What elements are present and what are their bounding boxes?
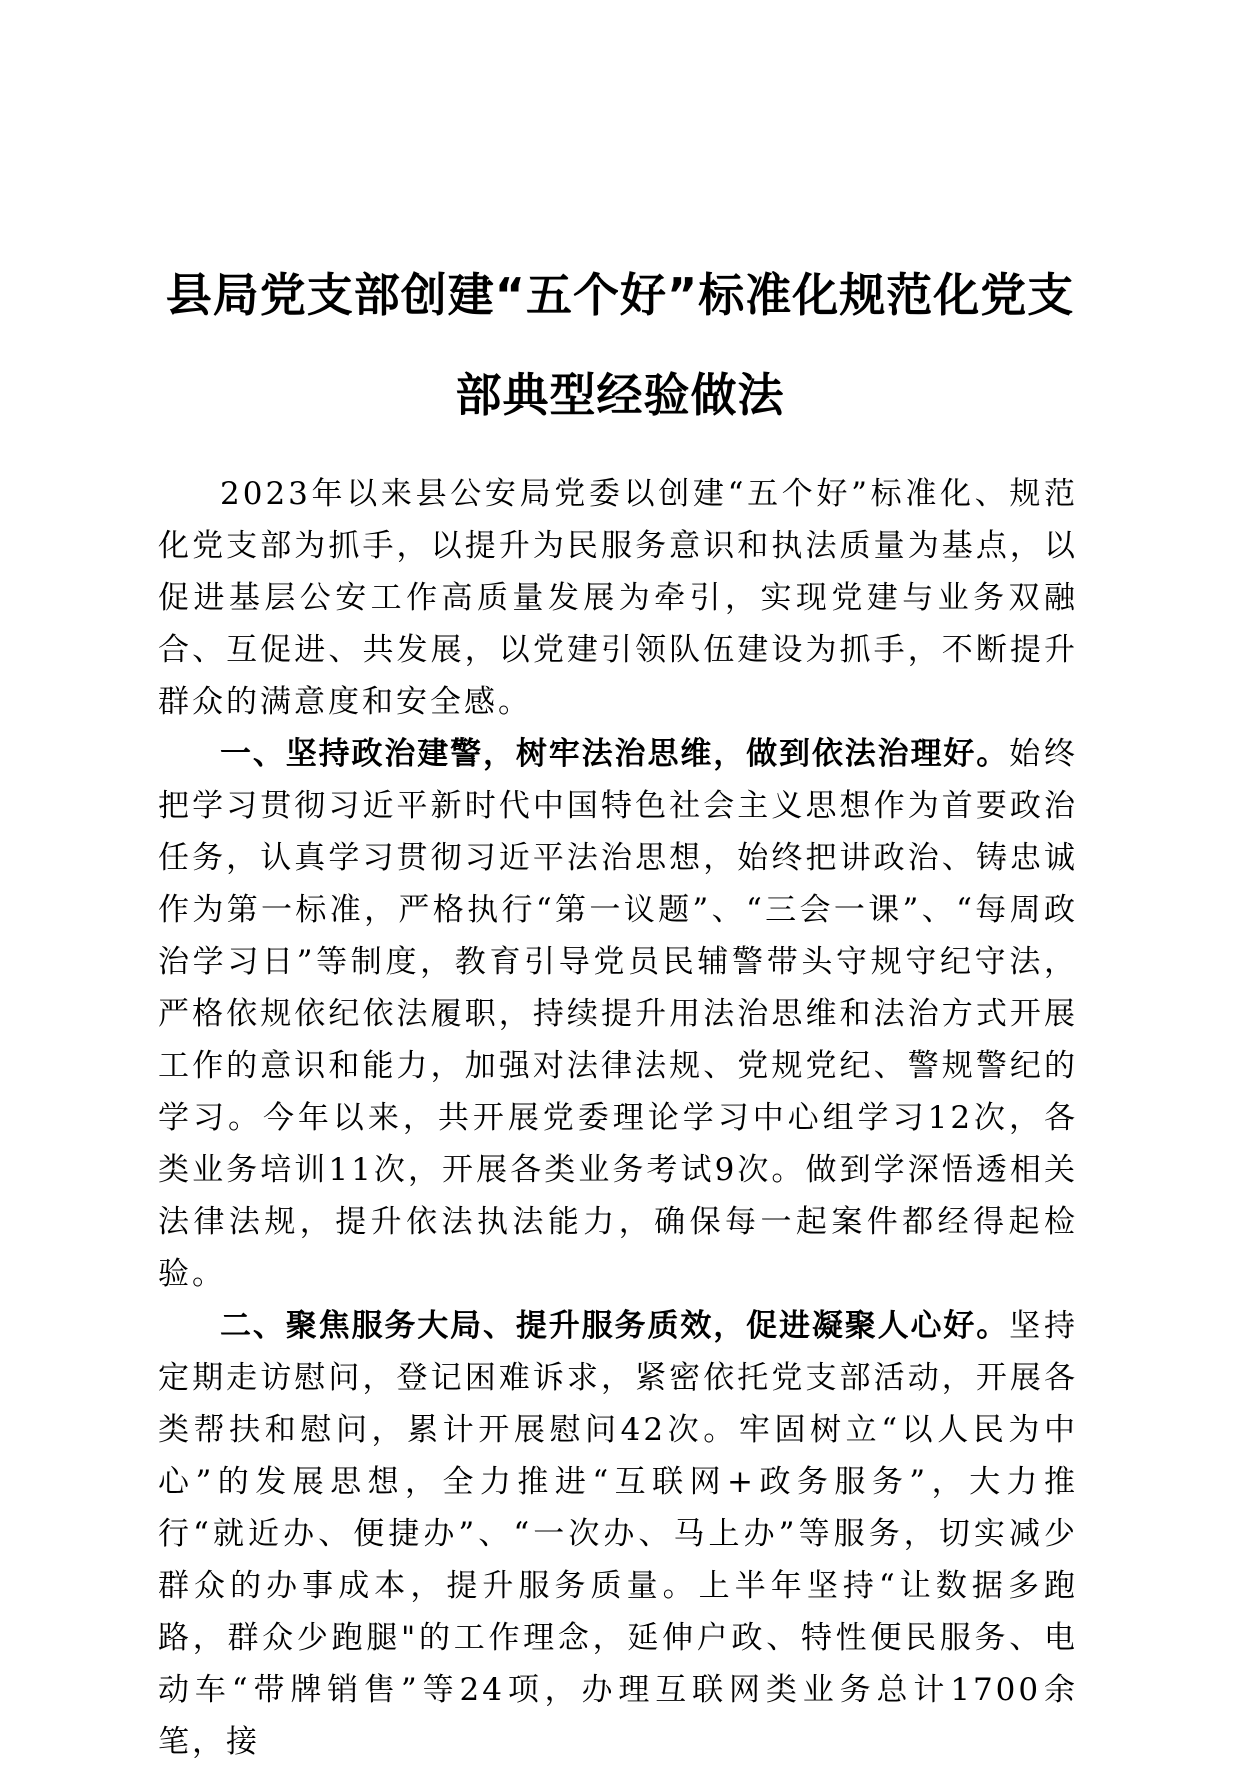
document-title: 县局党支部创建“五个好”标准化规范化党支部典型经验做法 — [165, 268, 1075, 422]
document-body — [158, 468, 1078, 1768]
paragraph-intro — [158, 468, 1078, 728]
section-heading: 二、聚焦服务大局、提升服务质效，促进凝聚人心好。 — [220, 1308, 1010, 1344]
paragraph-section-1 — [158, 728, 1078, 1300]
paragraph-text: 坚持定期走访慰问，登记困难诉求，紧密依托党支部活动，开展各类帮扶和慰问，累计开展慰问42次。牢固树立“以人民为中心”的发展思想，全力推进“互联网+政务服务”，大力推行“就近办、便捷办”、“一次办、马上办”等服务，切实减少群众的办事成本，提升服务质量。上半年坚持“让数据多跑路，群众少跑腿"的工作理念，延伸户政、特性便民服务、电动车“带牌销售”等24项，办理互联网类业务总计1700余笔，接 — [158, 1308, 1079, 1760]
paragraph-text: 始终把学习贯彻习近平新时代中国特色社会主义思想作为首要政治任务，认真学习贯彻习近平法治思想，始终把讲政治、铸忠诚作为第一标准，严格执行“第一议题”、“三会一课”、“每周政治学习日”等制度，教育引导党员民辅警带头守规守纪守法，严格依规依纪依法履职，持续提升用法治思维和法治方式开展工作的意识和能力，加强对法律法规、党规党纪、警规警纪的学习。今年以来，共开展党委理论学习中心组学习12次，各类业务培训11次，开展各类业务考试9次。做到学深悟透相关法律法规，提升依法执法能力，确保每一起案件都经得起检验。 — [158, 736, 1079, 1292]
paragraph-text: 2023年以来县公安局党委以创建“五个好”标准化、规范化党支部为抓手，以提升为民服务意识和执法质量为基点，以促进基层公安工作高质量发展为牵引，实现党建与业务双融合、互促进、共发展，以党建引领队伍建设为抓手，不断提升群众的满意度和安全感。 — [158, 476, 1078, 720]
paragraph-section-2 — [158, 1300, 1078, 1768]
section-heading: 一、坚持政治建警，树牢法治思维，做到依法治理好。 — [220, 736, 1010, 772]
